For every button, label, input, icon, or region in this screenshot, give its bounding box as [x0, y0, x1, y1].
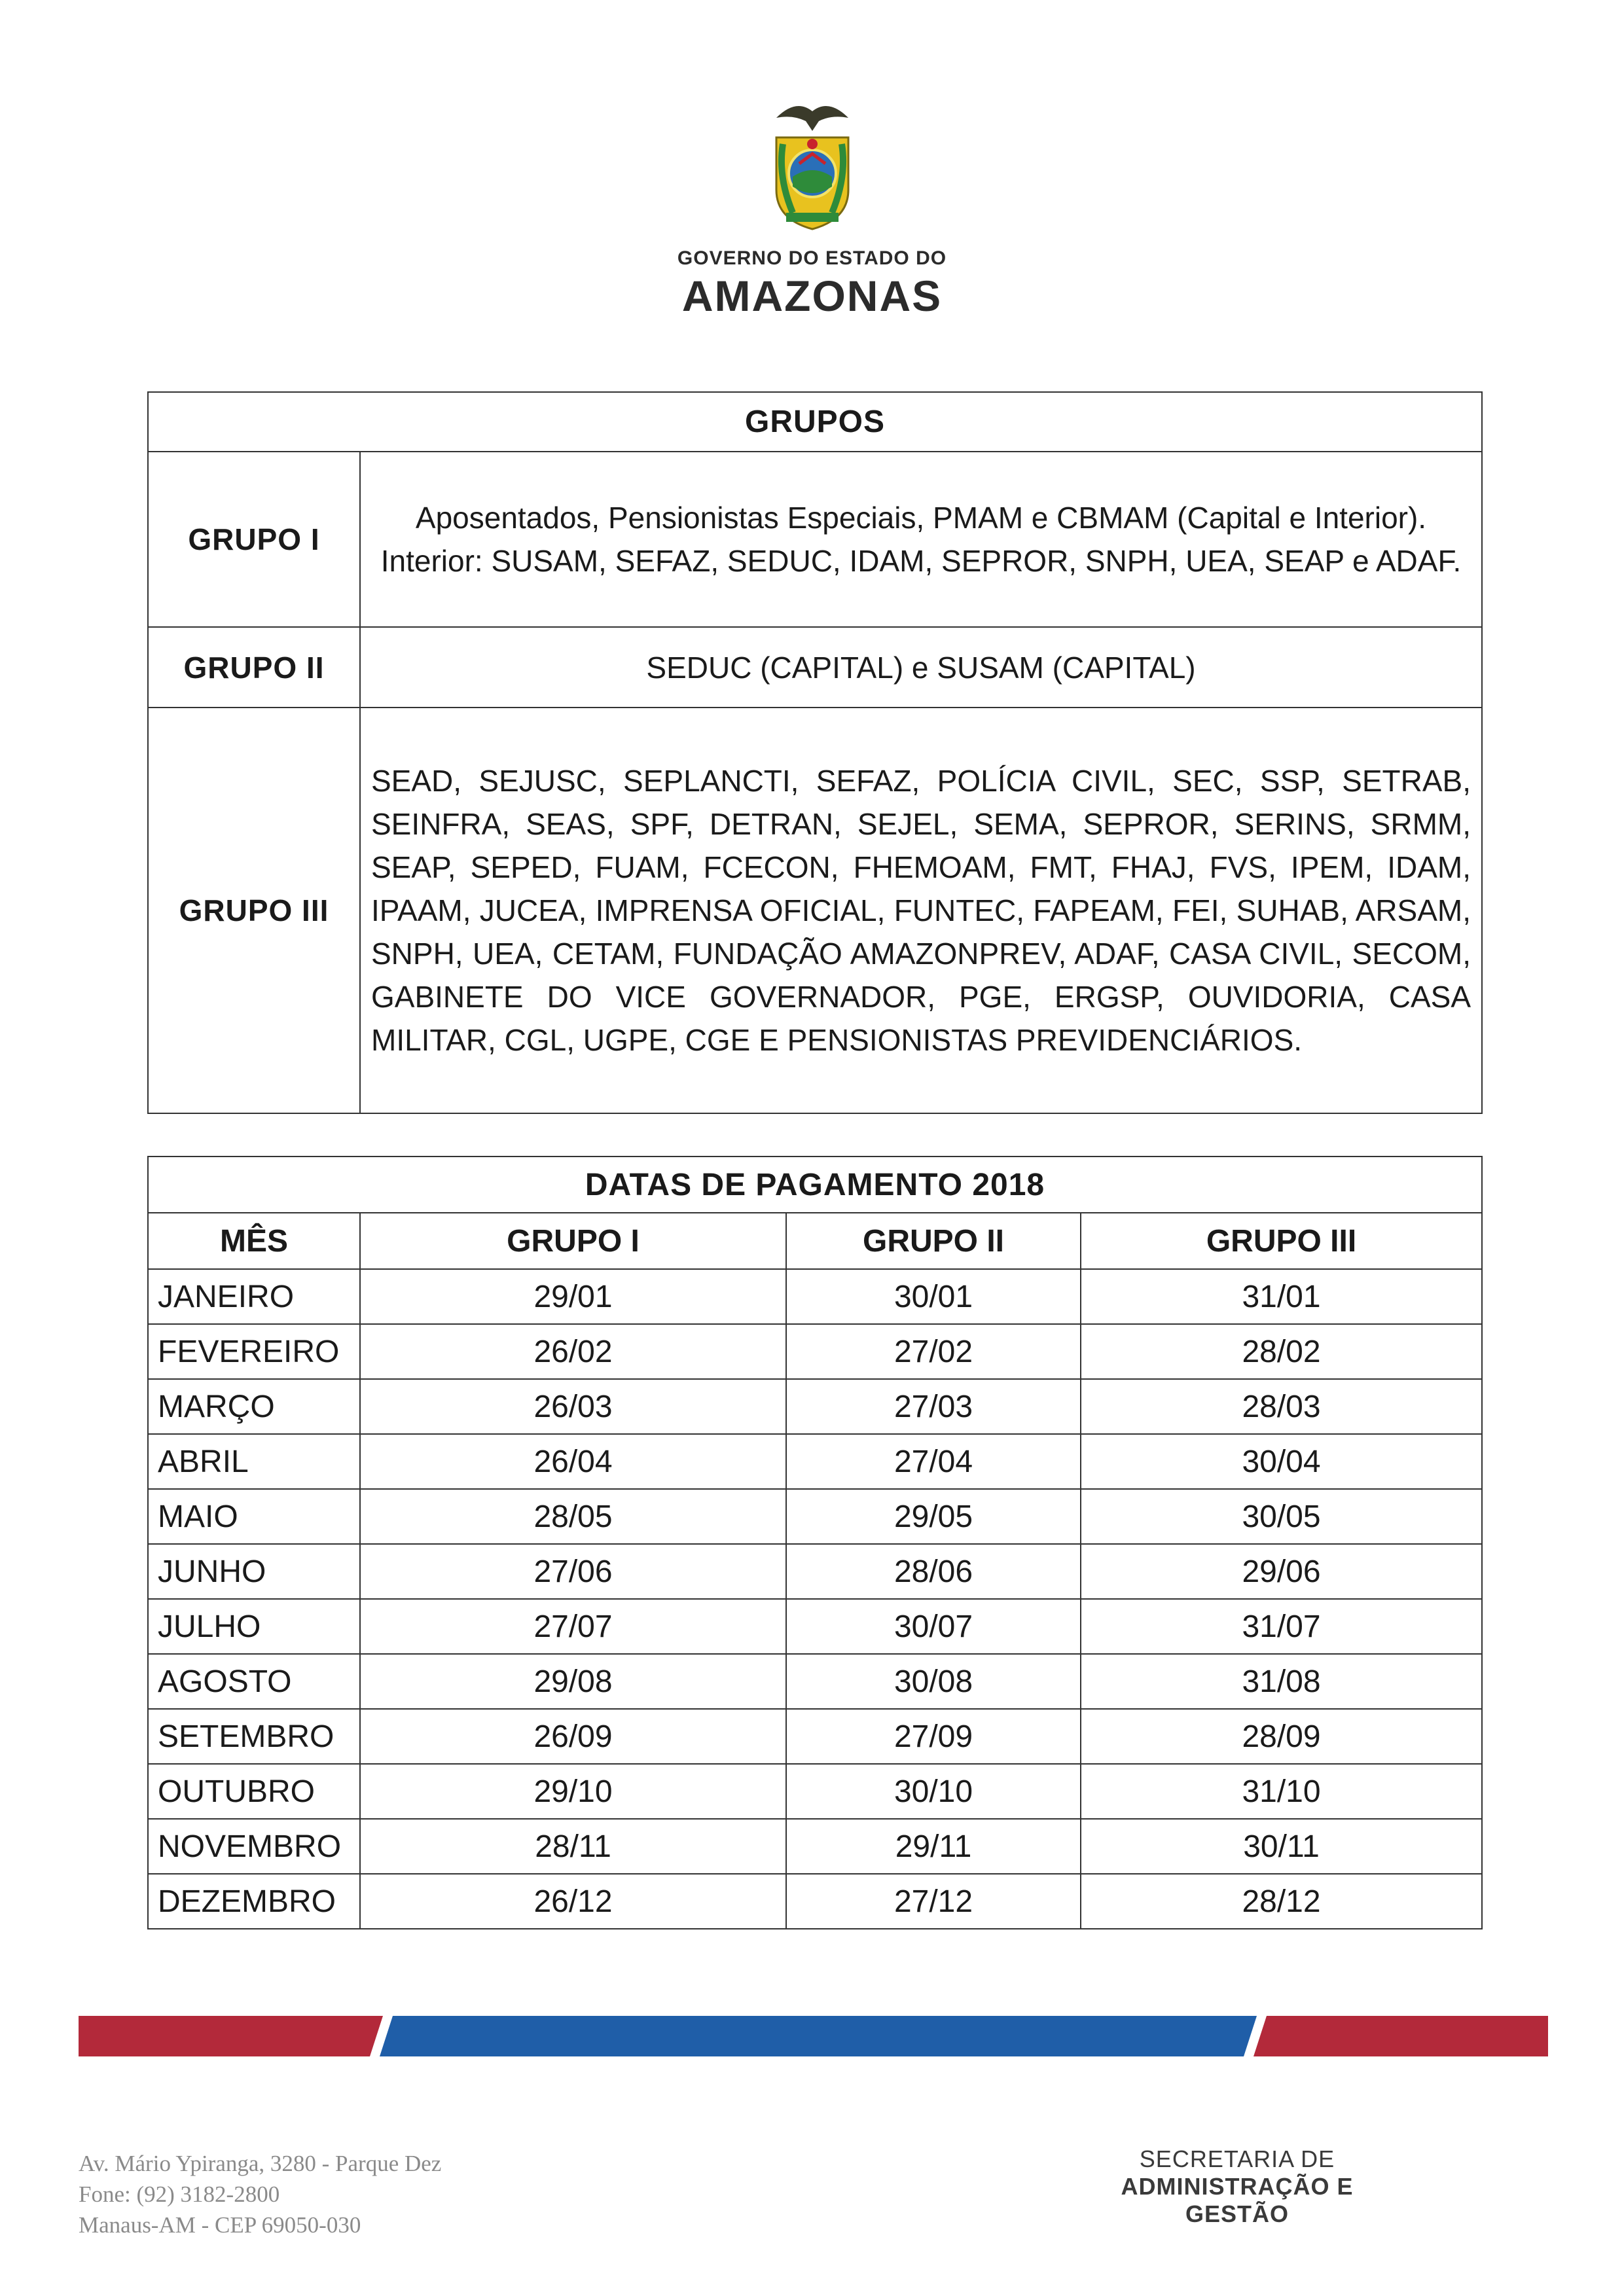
date-cell: 28/02	[1081, 1324, 1482, 1379]
date-cell: 26/09	[360, 1709, 786, 1764]
table-row	[148, 1379, 1482, 1434]
gov-line2: AMAZONAS	[681, 272, 943, 320]
group-description: SEDUC (CAPITAL) e SUSAM (CAPITAL)	[360, 627, 1482, 708]
month-cell: DEZEMBRO	[148, 1874, 360, 1929]
date-cell: 29/08	[360, 1654, 786, 1709]
group-row	[148, 708, 1482, 1113]
payment-dates-table	[147, 1156, 1483, 1929]
dates-header-row	[148, 1213, 1482, 1269]
date-cell: 29/01	[360, 1269, 786, 1324]
group-row	[148, 452, 1482, 627]
address-block	[79, 2148, 441, 2240]
column-header: GRUPO III	[1081, 1213, 1482, 1269]
date-cell: 29/11	[786, 1819, 1081, 1874]
date-cell: 27/04	[786, 1434, 1081, 1489]
date-cell: 30/11	[1081, 1819, 1482, 1874]
date-cell: 27/03	[786, 1379, 1081, 1434]
stripe-red-left	[79, 2016, 383, 2056]
date-cell: 30/05	[1081, 1489, 1482, 1544]
table-row	[148, 1874, 1482, 1929]
group-description: SEAD, SEJUSC, SEPLANCTI, SEFAZ, POLÍCIA CIVIL, SEC, SSP, SETRAB, SEINFRA, SEAS, SPF, DETRAN, SEJEL, SEMA, SEPROR, SERINS, SRMM, SEAP, SEPED, FUAM, FCECON, FHEMOAM, FMT, FHAJ, FVS, IPEM, IDAM, IPAAM, JUCEA, IMPRENSA OFICIAL, FUNTEC, FAPEAM, FEI, SUHAB, ARSAM, SNPH, UEA, CETAM, FUNDAÇÃO AMAZONPREV, ADAF, CASA CIVIL, SECOM, GABINETE DO VICE GOVERNADOR, PGE, ERGSP, OUVIDORIA, CASA MILITAR, CGL, UGPE, CGE E PENSIONISTAS PREVIDENCIÁRIOS.	[360, 708, 1482, 1113]
date-cell: 26/03	[360, 1379, 786, 1434]
date-cell: 27/06	[360, 1544, 786, 1599]
date-cell: 27/02	[786, 1324, 1081, 1379]
table-row	[148, 1489, 1482, 1544]
column-header: GRUPO II	[786, 1213, 1081, 1269]
stripe-blue	[380, 2016, 1257, 2056]
date-cell: 31/08	[1081, 1654, 1482, 1709]
date-cell: 29/10	[360, 1764, 786, 1819]
date-cell: 28/09	[1081, 1709, 1482, 1764]
groups-title: GRUPOS	[148, 392, 1482, 452]
month-cell: FEVEREIRO	[148, 1324, 360, 1379]
month-cell: NOVEMBRO	[148, 1819, 360, 1874]
group-row	[148, 627, 1482, 708]
month-cell: MAIO	[148, 1489, 360, 1544]
secretaria-line2: ADMINISTRAÇÃO E GESTÃO	[1121, 2173, 1354, 2227]
amazonas-crest-icon	[763, 92, 861, 236]
date-cell: 31/10	[1081, 1764, 1482, 1819]
date-cell: 26/12	[360, 1874, 786, 1929]
date-cell: 26/04	[360, 1434, 786, 1489]
group-name: GRUPO I	[148, 452, 360, 627]
date-cell: 28/03	[1081, 1379, 1482, 1434]
table-row	[148, 1544, 1482, 1599]
date-cell: 27/12	[786, 1874, 1081, 1929]
table-row	[148, 1434, 1482, 1489]
month-cell: JULHO	[148, 1599, 360, 1654]
table-row	[148, 1599, 1482, 1654]
month-cell: JUNHO	[148, 1544, 360, 1599]
address-line: Av. Mário Ypiranga, 3280 - Parque Dez	[79, 2151, 442, 2176]
column-header: MÊS	[148, 1213, 360, 1269]
month-cell: AGOSTO	[148, 1654, 360, 1709]
secretaria-line1: SECRETARIA DE	[1139, 2145, 1335, 2172]
table-row	[148, 1269, 1482, 1324]
date-cell: 26/02	[360, 1324, 786, 1379]
month-cell: SETEMBRO	[148, 1709, 360, 1764]
city-cep-line: Manaus-AM - CEP 69050-030	[79, 2212, 361, 2238]
dates-title: DATAS DE PAGAMENTO 2018	[148, 1157, 1482, 1213]
group-name: GRUPO II	[148, 627, 360, 708]
group-name: GRUPO III	[148, 708, 360, 1113]
groups-table	[147, 391, 1483, 1114]
stripe-red-right	[1254, 2016, 1548, 2056]
table-row	[148, 1819, 1482, 1874]
date-cell: 30/08	[786, 1654, 1081, 1709]
month-cell: ABRIL	[148, 1434, 360, 1489]
month-cell: MARÇO	[148, 1379, 360, 1434]
secretaria-logo	[1067, 2145, 1407, 2228]
month-cell: JANEIRO	[148, 1269, 360, 1324]
date-cell: 29/06	[1081, 1544, 1482, 1599]
date-cell: 28/12	[1081, 1874, 1482, 1929]
gov-line1: GOVERNO DO ESTADO DO	[677, 247, 947, 269]
date-cell: 30/07	[786, 1599, 1081, 1654]
table-row	[148, 1324, 1482, 1379]
table-row	[148, 1654, 1482, 1709]
date-cell: 28/11	[360, 1819, 786, 1874]
phone-line: Fone: (92) 3182-2800	[79, 2181, 280, 2207]
date-cell: 31/07	[1081, 1599, 1482, 1654]
date-cell: 30/04	[1081, 1434, 1482, 1489]
date-cell: 27/09	[786, 1709, 1081, 1764]
month-cell: OUTUBRO	[148, 1764, 360, 1819]
table-row	[148, 1709, 1482, 1764]
decorative-stripes	[0, 2016, 1624, 2056]
date-cell: 31/01	[1081, 1269, 1482, 1324]
date-cell: 28/05	[360, 1489, 786, 1544]
column-header: GRUPO I	[360, 1213, 786, 1269]
header	[0, 92, 1624, 321]
group-description: Aposentados, Pensionistas Especiais, PMAM e CBMAM (Capital e Interior). Interior: SUSAM, SEFAZ, SEDUC, IDAM, SEPROR, SNPH, UEA, SEAP e ADAF.	[360, 452, 1482, 627]
date-cell: 30/10	[786, 1764, 1081, 1819]
date-cell: 28/06	[786, 1544, 1081, 1599]
date-cell: 27/07	[360, 1599, 786, 1654]
date-cell: 29/05	[786, 1489, 1081, 1544]
date-cell: 30/01	[786, 1269, 1081, 1324]
table-row	[148, 1764, 1482, 1819]
